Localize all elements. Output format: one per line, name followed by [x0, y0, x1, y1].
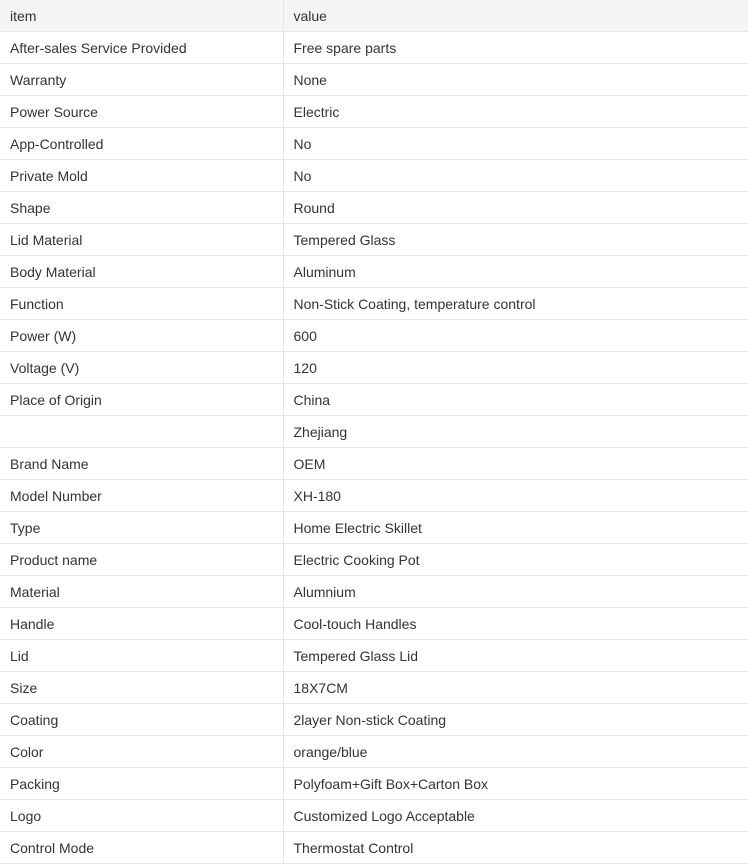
- row-item-cell: Body Material: [0, 256, 283, 288]
- row-value-cell: orange/blue: [283, 736, 748, 768]
- row-value-cell: No: [283, 160, 748, 192]
- row-item-cell: Size: [0, 672, 283, 704]
- table-row: [0, 352, 748, 384]
- row-item-cell: Product name: [0, 544, 283, 576]
- row-value-cell: Polyfoam+Gift Box+Carton Box: [283, 768, 748, 800]
- row-item-cell: Power Source: [0, 96, 283, 128]
- row-item-cell: Packing: [0, 768, 283, 800]
- row-item-cell: Coating: [0, 704, 283, 736]
- row-item-cell: Handle: [0, 608, 283, 640]
- row-value-cell: None: [283, 64, 748, 96]
- table-row: [0, 576, 748, 608]
- table-row: [0, 672, 748, 704]
- column-header-value: value: [283, 0, 748, 32]
- row-item-cell: Model Number: [0, 480, 283, 512]
- row-value-cell: 120: [283, 352, 748, 384]
- row-value-cell: Zhejiang: [283, 416, 748, 448]
- row-value-cell: XH-180: [283, 480, 748, 512]
- row-value-cell: Electric Cooking Pot: [283, 544, 748, 576]
- table-row: [0, 800, 748, 832]
- row-value-cell: Tempered Glass Lid: [283, 640, 748, 672]
- table-row: [0, 544, 748, 576]
- table-row: [0, 448, 748, 480]
- row-value-cell: Tempered Glass: [283, 224, 748, 256]
- table-row: [0, 832, 748, 864]
- row-item-cell: [0, 416, 283, 448]
- row-value-cell: Alumnium: [283, 576, 748, 608]
- table-row: [0, 704, 748, 736]
- table-row: [0, 608, 748, 640]
- row-item-cell: After-sales Service Provided: [0, 32, 283, 64]
- row-value-cell: Electric: [283, 96, 748, 128]
- row-item-cell: Lid Material: [0, 224, 283, 256]
- row-value-cell: No: [283, 128, 748, 160]
- table-header-row: [0, 0, 748, 32]
- table-row: [0, 256, 748, 288]
- row-item-cell: Lid: [0, 640, 283, 672]
- row-item-cell: Private Mold: [0, 160, 283, 192]
- column-header-item: item: [0, 0, 283, 32]
- row-value-cell: 18X7CM: [283, 672, 748, 704]
- table-row: [0, 160, 748, 192]
- row-value-cell: China: [283, 384, 748, 416]
- row-item-cell: Warranty: [0, 64, 283, 96]
- row-item-cell: Material: [0, 576, 283, 608]
- row-item-cell: Shape: [0, 192, 283, 224]
- table-row: [0, 192, 748, 224]
- row-value-cell: Round: [283, 192, 748, 224]
- table-row: [0, 736, 748, 768]
- row-value-cell: Cool-touch Handles: [283, 608, 748, 640]
- row-item-cell: Type: [0, 512, 283, 544]
- row-item-cell: Voltage (V): [0, 352, 283, 384]
- row-value-cell: 2layer Non-stick Coating: [283, 704, 748, 736]
- row-item-cell: Logo: [0, 800, 283, 832]
- row-value-cell: Home Electric Skillet: [283, 512, 748, 544]
- row-value-cell: Non-Stick Coating, temperature control: [283, 288, 748, 320]
- row-item-cell: App-Controlled: [0, 128, 283, 160]
- row-item-cell: Control Mode: [0, 832, 283, 864]
- table-row: [0, 128, 748, 160]
- table-row: [0, 96, 748, 128]
- row-item-cell: Function: [0, 288, 283, 320]
- row-value-cell: Aluminum: [283, 256, 748, 288]
- row-item-cell: Color: [0, 736, 283, 768]
- row-item-cell: Power (W): [0, 320, 283, 352]
- table-row: [0, 480, 748, 512]
- row-item-cell: Brand Name: [0, 448, 283, 480]
- row-value-cell: Thermostat Control: [283, 832, 748, 864]
- table-row: [0, 320, 748, 352]
- table-row: [0, 288, 748, 320]
- row-value-cell: Free spare parts: [283, 32, 748, 64]
- row-value-cell: Customized Logo Acceptable: [283, 800, 748, 832]
- table-row: [0, 768, 748, 800]
- table-row: [0, 640, 748, 672]
- table-row: [0, 224, 748, 256]
- table-row: [0, 32, 748, 64]
- table-row: [0, 64, 748, 96]
- table-row: [0, 384, 748, 416]
- row-value-cell: OEM: [283, 448, 748, 480]
- row-value-cell: 600: [283, 320, 748, 352]
- table-row: [0, 512, 748, 544]
- table-row: [0, 416, 748, 448]
- row-item-cell: Place of Origin: [0, 384, 283, 416]
